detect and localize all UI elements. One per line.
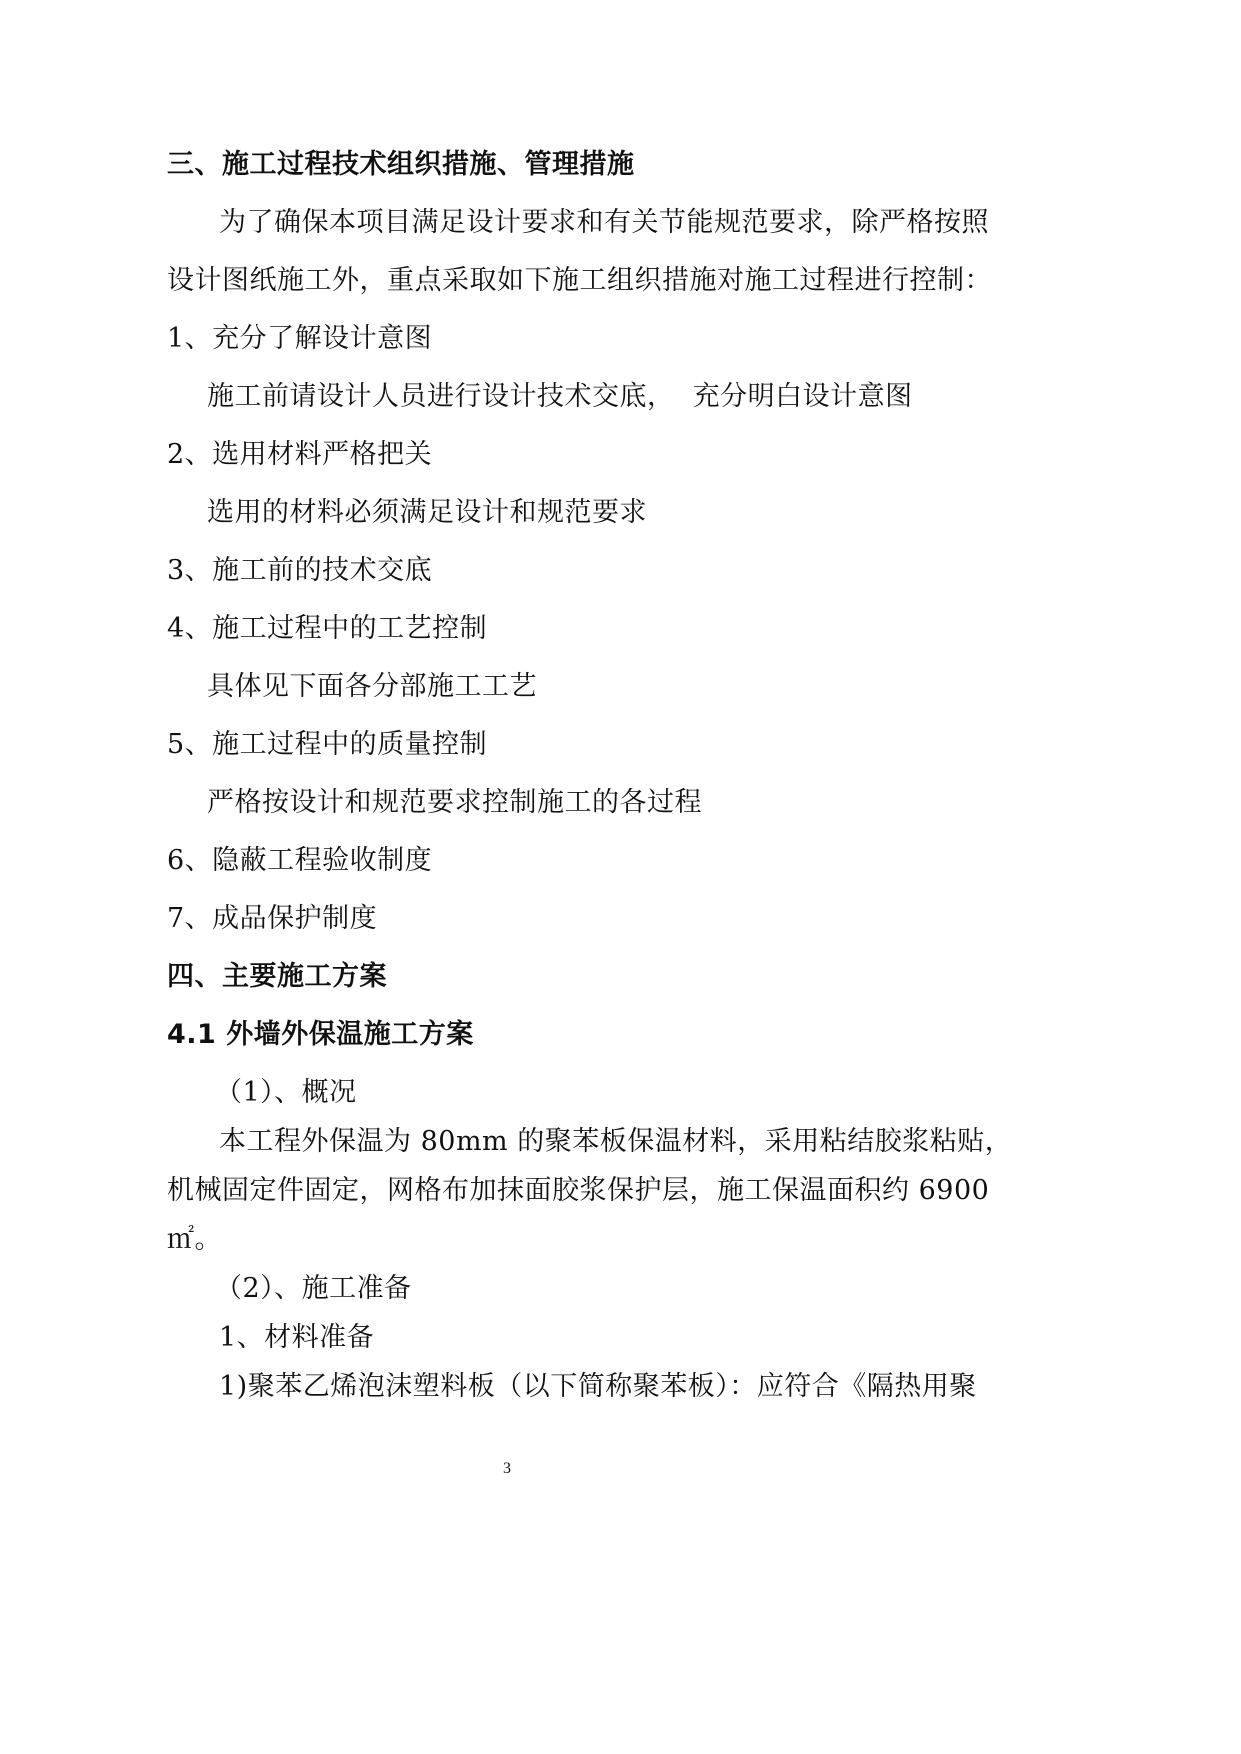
material-label: 1、材料准备 (219, 1322, 375, 1353)
item-7-title: 7、成品保护制度 (167, 903, 378, 934)
page-number: 3 (503, 1460, 511, 1477)
item-4-title: 4、施工过程中的工艺控制 (167, 613, 488, 644)
item-4-body: 具体见下面各分部施工工艺 (207, 671, 537, 702)
section-4-heading: 四、主要施工方案 (167, 961, 387, 992)
overview-line-1: 本工程外保温为 80mm 的聚苯板保温材料，采用粘结胶浆粘贴， (219, 1126, 1013, 1157)
prep-label: （2）、施工准备 (215, 1273, 412, 1304)
overview-label: （1）、概况 (215, 1077, 357, 1108)
overview-line-2: 机械固定件固定，网格布加抹面胶浆保护层，施工保温面积约 6900 (167, 1175, 990, 1206)
intro-line-2: 设计图纸施工外，重点采取如下施工组织措施对施工过程进行控制： (167, 265, 992, 296)
item-1-body: 施工前请设计人员进行设计技术交底， 充分明白设计意图 (207, 381, 913, 412)
overview-line-3: ㎡。 (167, 1224, 222, 1255)
item-5-body: 严格按设计和规范要求控制施工的各过程 (207, 787, 702, 818)
item-2-title: 2、选用材料严格把关 (167, 439, 433, 470)
item-3-title: 3、施工前的技术交底 (167, 555, 433, 586)
item-2-body: 选用的材料必须满足设计和规范要求 (207, 497, 647, 528)
subsection-4-1-heading: 4.1 外墙外保温施工方案 (167, 1019, 474, 1050)
section-3-heading: 三、施工过程技术组织措施、管理措施 (167, 149, 635, 180)
item-6-title: 6、隐蔽工程验收制度 (167, 845, 433, 876)
material-line-1: 1)聚苯乙烯泡沫塑料板（以下简称聚苯板）：应符合《隔热用聚 (219, 1371, 977, 1402)
item-1-title: 1、充分了解设计意图 (167, 323, 433, 354)
item-5-title: 5、施工过程中的质量控制 (167, 729, 488, 760)
intro-line-1: 为了确保本项目满足设计要求和有关节能规范要求，除严格按照 (219, 207, 989, 238)
